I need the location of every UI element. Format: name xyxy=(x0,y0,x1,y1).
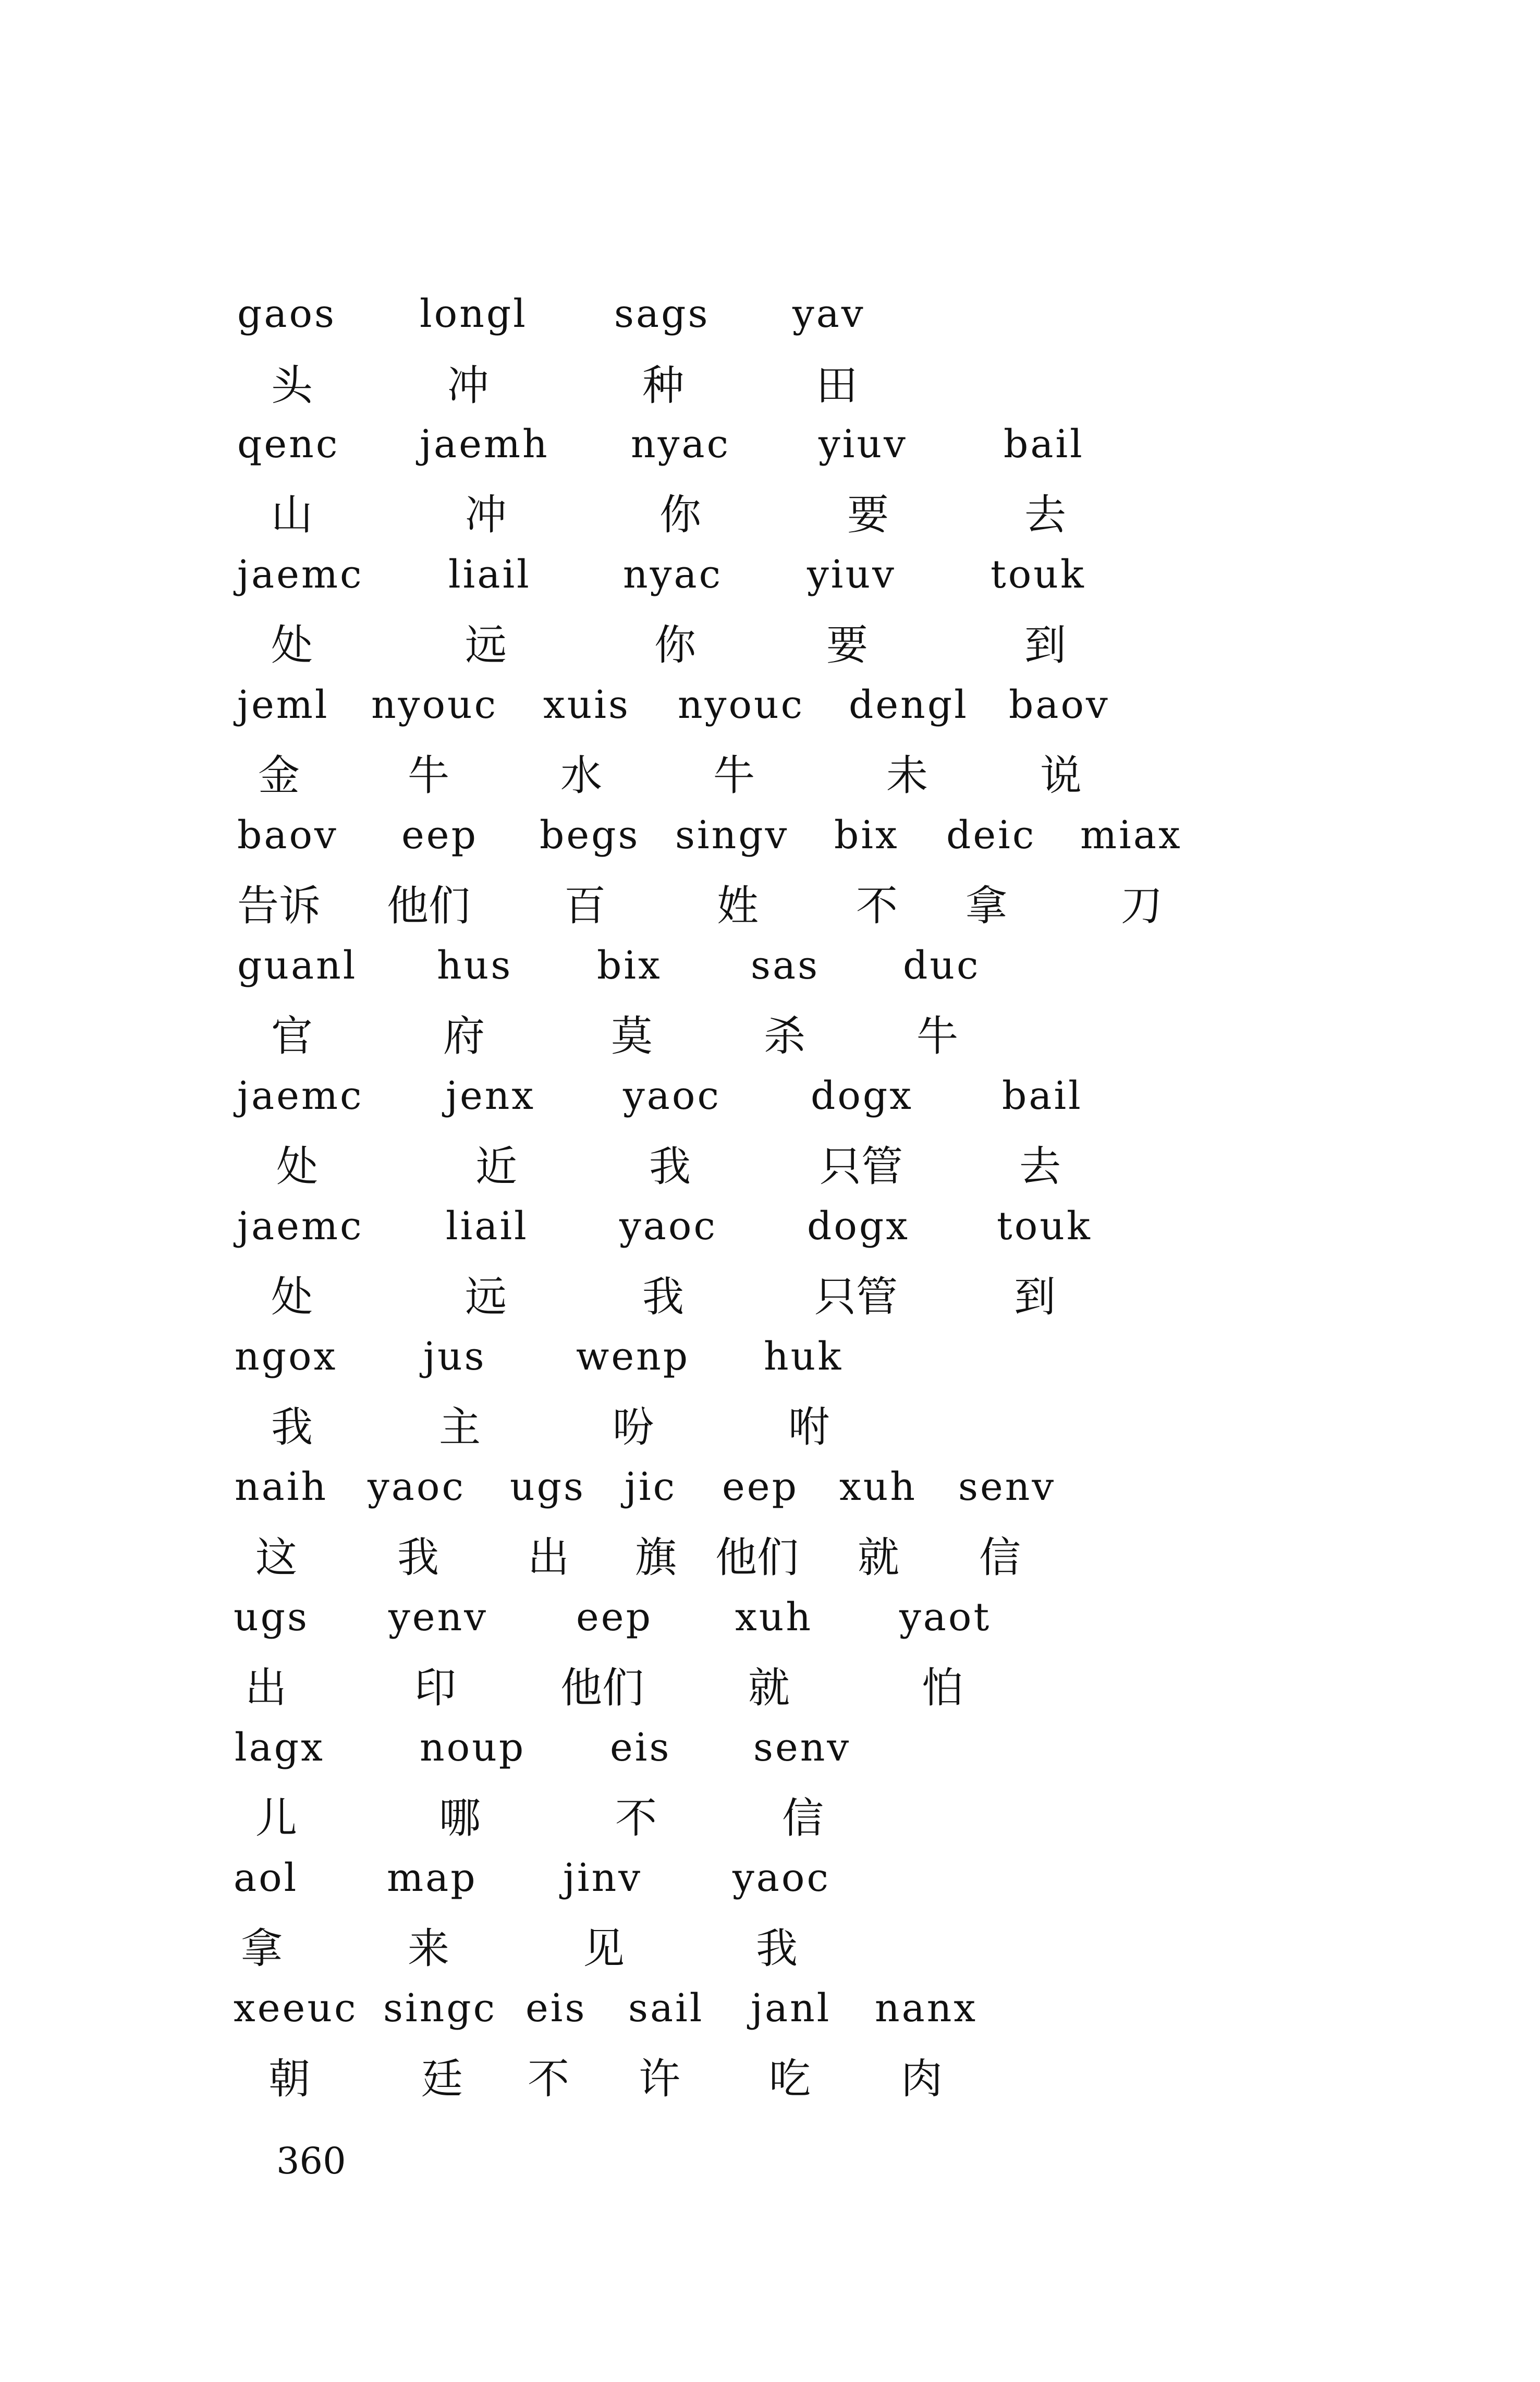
chinese-gloss-word: 未 xyxy=(886,751,928,800)
romanized-word: dogx xyxy=(811,1073,914,1118)
chinese-gloss-word: 哪 xyxy=(439,1794,481,1842)
romanized-word: bix xyxy=(597,943,662,988)
romanized-word: janl xyxy=(751,1986,832,2031)
romanized-word: deic xyxy=(946,813,1036,858)
chinese-gloss-word: 去 xyxy=(1024,491,1066,539)
chinese-gloss-word: 说 xyxy=(1040,751,1082,800)
romanized-word: hus xyxy=(437,943,513,988)
chinese-gloss-word: 廷 xyxy=(421,2055,463,2103)
romanized-word: liail xyxy=(446,1204,529,1249)
romanized-word: xuis xyxy=(543,682,631,727)
chinese-gloss-word: 信 xyxy=(782,1794,824,1842)
chinese-gloss-word: 牛 xyxy=(713,751,755,800)
romanized-word: yaoc xyxy=(368,1464,466,1509)
romanized-word: map xyxy=(387,1855,478,1900)
chinese-gloss-word: 百 xyxy=(564,882,606,930)
chinese-gloss-word: 朝 xyxy=(268,2055,310,2103)
romanized-word: sail xyxy=(628,1986,704,2031)
chinese-gloss-word: 水 xyxy=(560,751,602,800)
romanized-word: jaemc xyxy=(237,552,364,597)
chinese-gloss-word: 不 xyxy=(615,1794,657,1842)
chinese-gloss-word: 金 xyxy=(258,751,300,800)
chinese-gloss-word: 冲 xyxy=(447,361,489,410)
chinese-gloss-word: 莫 xyxy=(611,1012,653,1060)
chinese-gloss-word: 处 xyxy=(271,621,313,669)
chinese-gloss-word: 他们 xyxy=(715,1533,799,1582)
chinese-gloss-word: 他们 xyxy=(560,1664,644,1712)
chinese-gloss-word: 印 xyxy=(414,1664,456,1712)
romanized-word: singc xyxy=(383,1986,497,2031)
chinese-gloss-word: 出 xyxy=(528,1533,569,1582)
chinese-gloss-word: 牛 xyxy=(408,751,449,800)
chinese-gloss-word: 就 xyxy=(748,1664,790,1712)
chinese-gloss-word: 冲 xyxy=(465,491,507,539)
romanized-word: nyouc xyxy=(678,682,805,727)
romanized-word: duc xyxy=(903,943,981,988)
chinese-gloss-word: 只管 xyxy=(814,1273,898,1321)
chinese-gloss-word: 来 xyxy=(408,1924,449,1973)
chinese-gloss-word: 处 xyxy=(271,1273,313,1321)
romanized-word: senv xyxy=(753,1725,851,1770)
romanized-word: yiuv xyxy=(807,552,896,597)
chinese-gloss-word: 种 xyxy=(642,361,684,410)
romanized-word: ngox xyxy=(235,1334,338,1379)
romanized-word: baov xyxy=(237,813,338,858)
romanized-word: bix xyxy=(834,813,899,858)
chinese-gloss-word: 杀 xyxy=(764,1012,805,1060)
chinese-gloss-word: 吃 xyxy=(769,2055,811,2103)
chinese-gloss-word: 到 xyxy=(1014,1273,1056,1321)
romanized-word: naih xyxy=(235,1464,328,1509)
chinese-gloss-word: 我 xyxy=(642,1273,684,1321)
chinese-gloss-word: 远 xyxy=(465,621,507,669)
chinese-gloss-word: 出 xyxy=(245,1664,287,1712)
chinese-gloss-word: 就 xyxy=(858,1533,899,1582)
romanized-word: longl xyxy=(420,291,528,336)
chinese-gloss-line xyxy=(0,2055,1540,2163)
romanized-word: jenx xyxy=(446,1073,536,1118)
chinese-gloss-word: 不 xyxy=(856,882,898,930)
romanized-word: baov xyxy=(1009,682,1110,727)
chinese-gloss-word: 去 xyxy=(1019,1142,1061,1191)
romanized-word: bail xyxy=(1002,1073,1083,1118)
romanized-word: yenv xyxy=(388,1595,488,1640)
romanized-word: dogx xyxy=(807,1204,910,1249)
chinese-gloss-word: 吩 xyxy=(613,1403,654,1451)
chinese-gloss-word: 处 xyxy=(276,1142,318,1191)
romanized-word: ugs xyxy=(510,1464,586,1509)
romanized-word: yaot xyxy=(899,1595,992,1640)
romanized-word: liail xyxy=(448,552,531,597)
chinese-gloss-word: 不 xyxy=(528,2055,569,2103)
romanized-word: sags xyxy=(614,291,710,336)
chinese-gloss-word: 山 xyxy=(271,491,313,539)
chinese-gloss-word: 怕 xyxy=(922,1664,963,1712)
romanized-word: noup xyxy=(420,1725,526,1770)
romanized-word: senv xyxy=(958,1464,1056,1509)
chinese-gloss-word: 信 xyxy=(979,1533,1021,1582)
romanized-word: ugs xyxy=(234,1595,310,1640)
romanized-word: gaos xyxy=(237,291,337,336)
chinese-gloss-word: 告诉 xyxy=(237,882,321,930)
romanized-word: yav xyxy=(792,291,865,336)
romanized-word: yaoc xyxy=(619,1204,717,1249)
chinese-gloss-word: 我 xyxy=(271,1403,313,1451)
chinese-gloss-word: 远 xyxy=(465,1273,507,1321)
chinese-gloss-word: 田 xyxy=(816,361,858,410)
chinese-gloss-word: 官 xyxy=(271,1012,313,1060)
romanized-word: yiuv xyxy=(818,422,908,467)
chinese-gloss-word: 姓 xyxy=(717,882,759,930)
romanized-word: miax xyxy=(1080,813,1182,858)
romanized-word: touk xyxy=(991,552,1086,597)
romanized-word: dengl xyxy=(849,682,969,727)
chinese-gloss-word: 牛 xyxy=(916,1012,958,1060)
chinese-gloss-word: 肉 xyxy=(901,2055,943,2103)
romanized-word: yaoc xyxy=(732,1855,830,1900)
romanized-word: jaemc xyxy=(237,1073,364,1118)
romanized-word: sas xyxy=(751,943,820,988)
chinese-gloss-word: 主 xyxy=(439,1403,481,1451)
chinese-gloss-word: 府 xyxy=(443,1012,485,1060)
romanized-word: qenc xyxy=(237,422,340,467)
romanized-word: touk xyxy=(997,1204,1092,1249)
chinese-gloss-word: 咐 xyxy=(788,1403,830,1451)
chinese-gloss-word: 刀 xyxy=(1121,882,1163,930)
romanized-word: xuh xyxy=(735,1595,813,1640)
chinese-gloss-word: 这 xyxy=(255,1533,297,1582)
romanized-word: eep xyxy=(722,1464,799,1509)
romanized-word: yaoc xyxy=(623,1073,721,1118)
romanized-word: nyac xyxy=(623,552,723,597)
romanized-word: nyouc xyxy=(371,682,498,727)
romanized-word: jaemc xyxy=(237,1204,364,1249)
romanized-word: nyac xyxy=(631,422,731,467)
chinese-gloss-word: 拿 xyxy=(965,882,1007,930)
chinese-gloss-word: 我 xyxy=(397,1533,439,1582)
chinese-gloss-word: 头 xyxy=(271,361,313,410)
chinese-gloss-word: 拿 xyxy=(241,1924,283,1973)
chinese-gloss-word: 你 xyxy=(654,621,696,669)
chinese-gloss-word: 旗 xyxy=(635,1533,677,1582)
romanized-word: nanx xyxy=(875,1986,978,2031)
romanized-word: xuh xyxy=(839,1464,918,1509)
romanized-word: begs xyxy=(540,813,640,858)
romanized-word: eep xyxy=(576,1595,653,1640)
romanized-word: huk xyxy=(764,1334,844,1379)
romanized-word: eis xyxy=(525,1986,587,2031)
romanized-word: xeeuc xyxy=(234,1986,358,2031)
chinese-gloss-word: 他们 xyxy=(387,882,470,930)
romanized-word: jaemh xyxy=(420,422,549,467)
romanized-word: wenp xyxy=(576,1334,690,1379)
chinese-gloss-word: 我 xyxy=(756,1924,798,1973)
romanized-word: eep xyxy=(401,813,478,858)
chinese-gloss-word: 我 xyxy=(649,1142,691,1191)
chinese-gloss-word: 要 xyxy=(826,621,868,669)
chinese-gloss-word: 近 xyxy=(475,1142,517,1191)
page-number: 360 xyxy=(276,2140,346,2182)
chinese-gloss-word: 儿 xyxy=(255,1794,297,1842)
romanized-word: jus xyxy=(423,1334,486,1379)
romanized-word: eis xyxy=(610,1725,671,1770)
romanized-word: jeml xyxy=(237,682,329,727)
chinese-gloss-word: 要 xyxy=(847,491,889,539)
chinese-gloss-word: 只管 xyxy=(820,1142,903,1191)
chinese-gloss-word: 见 xyxy=(583,1924,625,1973)
romanized-word: singv xyxy=(675,813,789,858)
chinese-gloss-word: 到 xyxy=(1024,621,1066,669)
romanized-word: lagx xyxy=(235,1725,325,1770)
romanized-word: aol xyxy=(234,1855,299,1900)
romanized-word: bail xyxy=(1004,422,1084,467)
romanized-word: jic xyxy=(625,1464,677,1509)
chinese-gloss-word: 你 xyxy=(659,491,701,539)
romanized-word: guanl xyxy=(237,943,358,988)
romanized-word: jinv xyxy=(563,1855,643,1900)
chinese-gloss-word: 许 xyxy=(639,2055,680,2103)
